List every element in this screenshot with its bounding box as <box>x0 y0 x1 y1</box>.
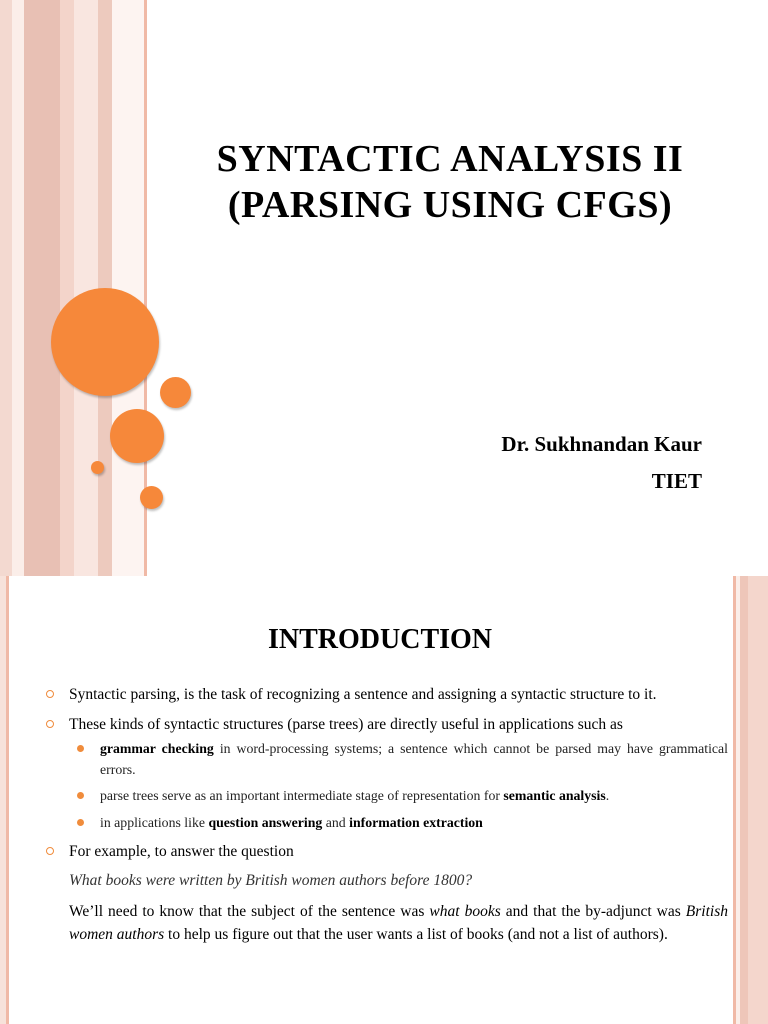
title-line-2: (PARSING USING CFGS) <box>227 184 673 226</box>
decor-stripe <box>0 0 12 576</box>
author-name: Dr. Sukhnandan Kaur <box>501 432 702 456</box>
decor-stripe <box>24 0 60 576</box>
decor-stripe <box>60 0 74 576</box>
decor-stripe <box>112 0 144 576</box>
decor-stripe <box>12 0 24 576</box>
bullet-item: These kinds of syntactic structures (parse trees) are directly useful in applications such as <box>44 714 728 737</box>
title-line-1: SYNTACTIC ANALYSIS II <box>216 138 684 180</box>
sub-bullet-item: parse trees serve as an important intermediate stage of representation for semantic analysis. <box>44 786 728 807</box>
slide-title <box>150 136 750 228</box>
decor-circle <box>140 486 163 509</box>
sub-bullet-item: grammar checking in word-processing systems; a sentence which cannot be parsed may have grammatical errors. <box>44 739 728 780</box>
decor-circle <box>91 461 104 474</box>
author-block <box>501 426 702 500</box>
slide-body <box>44 684 728 946</box>
decor-circle <box>160 377 191 408</box>
slide-heading: INTRODUCTION <box>267 624 493 655</box>
decor-circle <box>110 409 164 463</box>
sub-bullet-item: in applications like question answering and information extraction <box>44 813 728 834</box>
introduction-slide <box>0 576 768 1024</box>
decor-circle-large <box>51 288 159 396</box>
example-question: What books were written by British women authors before 1800? <box>69 871 473 889</box>
author-affiliation: TIET <box>651 469 702 493</box>
bullet-item: Syntactic parsing, is the task of recognizing a sentence and assigning a syntactic structure to it. <box>44 684 728 707</box>
explanation-paragraph: We’ll need to know that the subject of the sentence was what books and that the by-adjunct was British women authors to help us figure out that the user wants a list of books (and not a list of authors). <box>69 903 728 943</box>
bullet-item: For example, to answer the question <box>44 841 728 864</box>
